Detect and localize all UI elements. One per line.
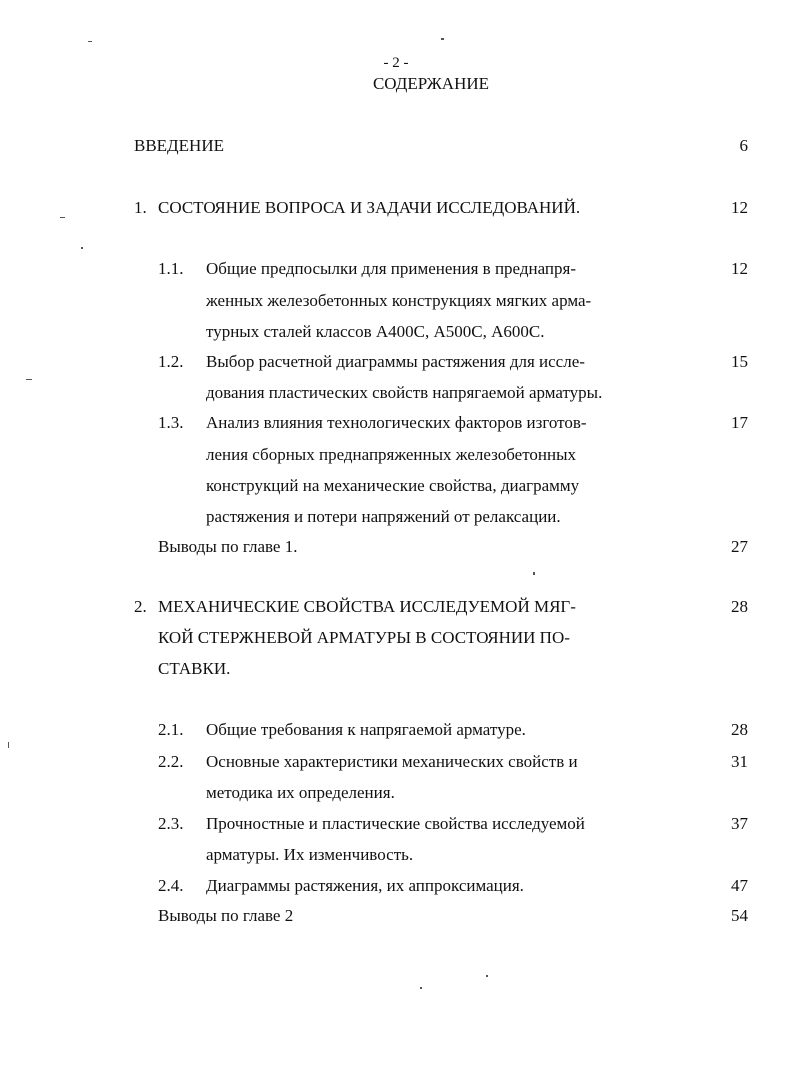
toc-conclusions-page: 54 xyxy=(731,906,748,925)
toc-section-number: 1.1. xyxy=(158,259,184,278)
toc-section-page: 31 xyxy=(731,752,748,771)
toc-section-number: 1.3. xyxy=(158,413,184,432)
page-title: СОДЕРЖАНИЕ xyxy=(372,74,490,93)
scan-speck xyxy=(486,975,488,977)
toc-section-number: 2.2. xyxy=(158,752,184,771)
toc-section-page: 15 xyxy=(731,352,748,371)
toc-section-line: арматуры. Их изменчивость. xyxy=(206,845,414,864)
toc-section-page: 47 xyxy=(731,876,748,895)
toc-chapter-title: КОЙ СТЕРЖНЕВОЙ АРМАТУРЫ В СОСТОЯНИИ ПО- xyxy=(158,628,570,647)
toc-section-line: ления сборных преднапряженных железобетонных xyxy=(206,445,577,464)
toc-section-number: 2.3. xyxy=(158,814,184,833)
toc-section-line: турных сталей классов А400С, А500С, А600С. xyxy=(206,322,545,341)
toc-section-line: Выбор расчетной диаграммы растяжения для иссле- xyxy=(206,352,585,371)
scan-speck xyxy=(26,379,32,380)
toc-intro-page: 6 xyxy=(739,136,748,155)
toc-section-page: 17 xyxy=(731,413,748,432)
toc-section-page: 12 xyxy=(731,259,748,278)
toc-section-line: Общие предпосылки для применения в преднапря- xyxy=(206,259,577,278)
toc-chapter-number: 2. xyxy=(134,597,147,616)
toc-section-line: Основные характеристики механических свойств и xyxy=(206,752,578,771)
scan-speck xyxy=(81,247,83,249)
toc-section-line: Общие требования к напрягаемой арматуре. xyxy=(206,720,526,739)
scan-speck xyxy=(60,217,65,218)
toc-section-line: Анализ влияния технологических факторов изготов- xyxy=(206,413,587,432)
scan-speck xyxy=(441,38,444,40)
page-number: - 2 - xyxy=(383,55,409,71)
toc-section-number: 1.2. xyxy=(158,352,184,371)
toc-chapter-title: СОСТОЯНИЕ ВОПРОСА И ЗАДАЧИ ИССЛЕДОВАНИЙ. xyxy=(158,198,581,217)
toc-section-number: 2.1. xyxy=(158,720,184,739)
toc-section-page: 37 xyxy=(731,814,748,833)
toc-section-line: Диаграммы растяжения, их аппроксимация. xyxy=(206,876,524,895)
scan-speck xyxy=(88,41,92,42)
toc-conclusions-label: Выводы по главе 1. xyxy=(158,537,298,556)
toc-section-line: методика их определения. xyxy=(206,783,395,802)
scan-speck xyxy=(8,742,9,748)
toc-section-line: женных железобетонных конструкциях мягких арма- xyxy=(206,291,592,310)
toc-chapter-title: СТАВКИ. xyxy=(158,659,231,678)
toc-chapter-title: МЕХАНИЧЕСКИЕ СВОЙСТВА ИССЛЕДУЕМОЙ МЯГ- xyxy=(158,597,576,616)
scan-speck xyxy=(420,987,422,989)
toc-section-line: дования пластических свойств напрягаемой арматуры. xyxy=(206,383,603,402)
toc-section-number: 2.4. xyxy=(158,876,184,895)
toc-chapter-number: 1. xyxy=(134,198,147,217)
toc-section-line: Прочностные и пластические свойства исследуемой xyxy=(206,814,585,833)
toc-section-line: конструкций на механические свойства, диаграмму xyxy=(206,476,580,495)
toc-section-page: 28 xyxy=(731,720,748,739)
toc-section-line: растяжения и потери напряжений от релаксации. xyxy=(206,507,561,526)
toc-chapter-page: 12 xyxy=(731,198,748,217)
toc-intro-label: ВВЕДЕНИЕ xyxy=(134,136,224,155)
toc-chapter-page: 28 xyxy=(731,597,748,616)
toc-conclusions-label: Выводы по главе 2 xyxy=(158,906,294,925)
scan-speck xyxy=(533,572,535,575)
toc-conclusions-page: 27 xyxy=(731,537,748,556)
